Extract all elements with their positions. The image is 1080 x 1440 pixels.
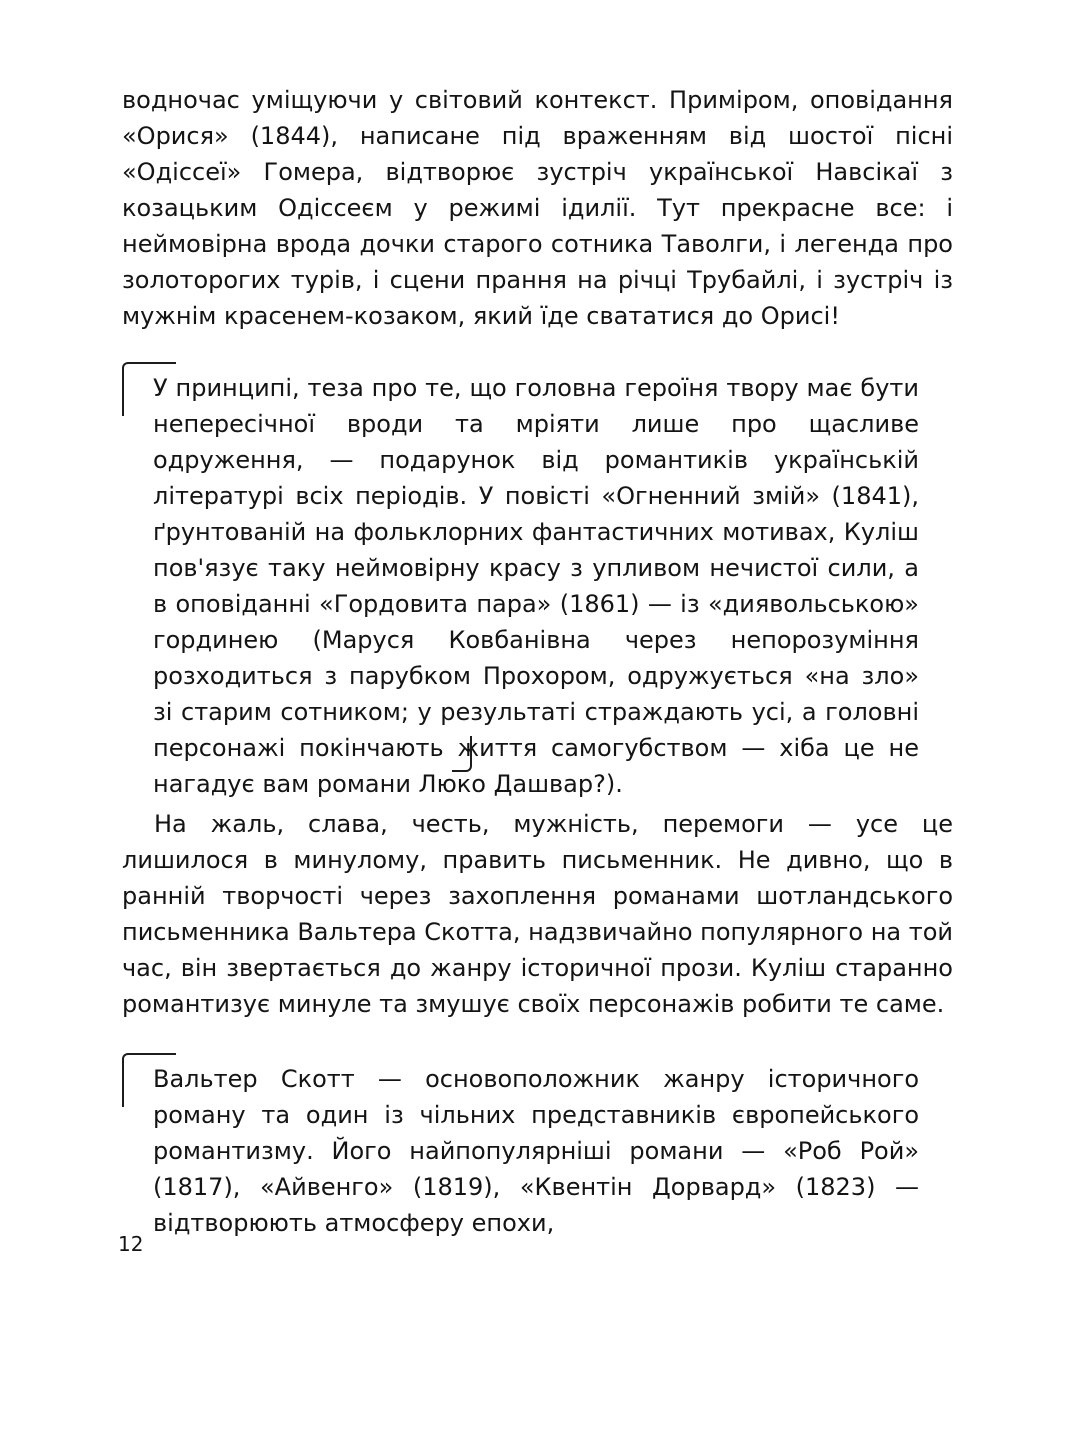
body-paragraph-2: На жаль, слава, честь, мужність, перемоги — усе це лишилося в минулому, править письменник. Не дивно, що в ранній творчості через захоплення романами шотландського письменника Вальтера Скотта, надзвичайно популярного на той час, він звертається до жанру історичної прози. Куліш старанно романтизує минуле та змушує своїх персонажів робити те саме.	[122, 810, 953, 1018]
sidebar-note-1: У принципі, теза про те, що головна героїня твору має бути непересічної вроди та мріяти лише про щасливе одруження, — подарунок від романтиків українській літературі всіх періодів. У повісті «Огненний змій» (1841), ґрунтованій на фольклорних фантастичних мотивах, Куліш пов'язує таку неймовірну красу з упливом нечистої сили, а в оповіданні «Гордовита пара» (1861) — із «диявольською» гординею (Маруся Ковбанівна через непорозуміння розходиться з парубком Прохором, одружується «на зло» зі старим сотником; у результаті страждають усі, а головні персонажі покінчають життя самогубством — хіба це не нагадує вам романи Люко Дашвар?).	[153, 374, 919, 798]
page-number: 12	[118, 1232, 144, 1256]
sidebar-note-2: Вальтер Скотт — основоположник жанру історичного роману та один із чільних представників європейського романтизму. Його найпопулярніші романи — «Роб Рой» (1817), «Айвенго» (1819), «Квентін Дорвард» (1823) — відтворюють атмосферу епохи,	[153, 1065, 919, 1237]
sidebar-note-close-bracket	[452, 736, 472, 772]
body-paragraph-1: водночас уміщуючи у світовий контекст. Приміром, оповідання «Орися» (1844), написане під враженням від шостої пісні «Одіссеї» Гомера, відтворює зустріч української Навсікаї з козацьким Одіссеєм у режимі ідилії. Тут прекрасне все: і неймовірна врода дочки старого сотника Таволги, і легенда про золоторогих турів, і сцени прання на річці Трубайлі, і зустріч із мужнім красенем-козаком, який їде свататися до Орисі!	[122, 86, 953, 330]
